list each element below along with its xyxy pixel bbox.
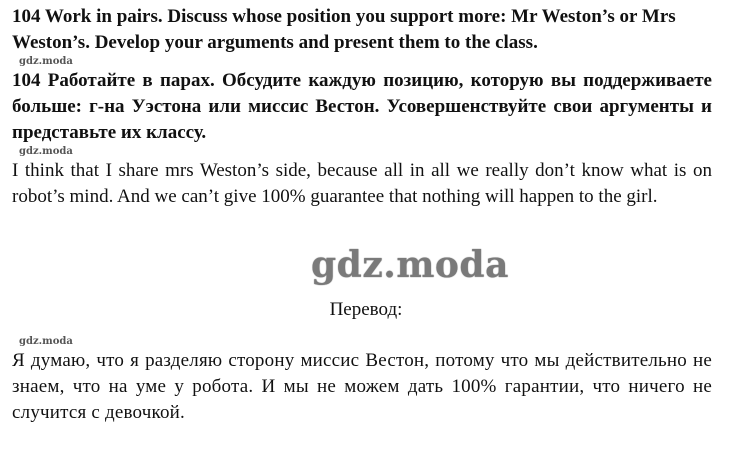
exercise-page <box>12 4 712 210</box>
watermark-small-2: gdz.moda <box>19 146 73 157</box>
watermark-large: gdz.moda <box>311 244 509 286</box>
watermark-small-1: gdz.moda <box>19 56 73 67</box>
watermark-small-3: gdz.moda <box>19 336 73 347</box>
answer-english: I think that I share mrs Weston’s side, because all in all we really don’t know what is on robot’s mind. And we can’t give 100% guarantee that nothing will happen to the girl. <box>12 160 712 207</box>
answer-russian: Я думаю, что я разделяю сторону миссис Вестон, потому что мы действительно не знаем, что на уме у робота. И мы не можем дать 100% гарантии, что ничего не случится с девочкой. <box>12 350 712 423</box>
translation-heading: Перевод: <box>329 299 403 320</box>
task-russian: 104 Работайте в парах. Обсудите каждую позицию, которую вы поддерживаете больше: г-на Уэстона или миссис Вестон. Усовершенствуйте свои аргументы и представьте их классу. <box>12 70 712 143</box>
translation-block <box>12 336 712 426</box>
task-english: 104 Work in pairs. Discuss whose position you support more: Mr Weston’s or Mrs Weston’s. Develop your arguments and present them to the class. <box>12 6 676 53</box>
